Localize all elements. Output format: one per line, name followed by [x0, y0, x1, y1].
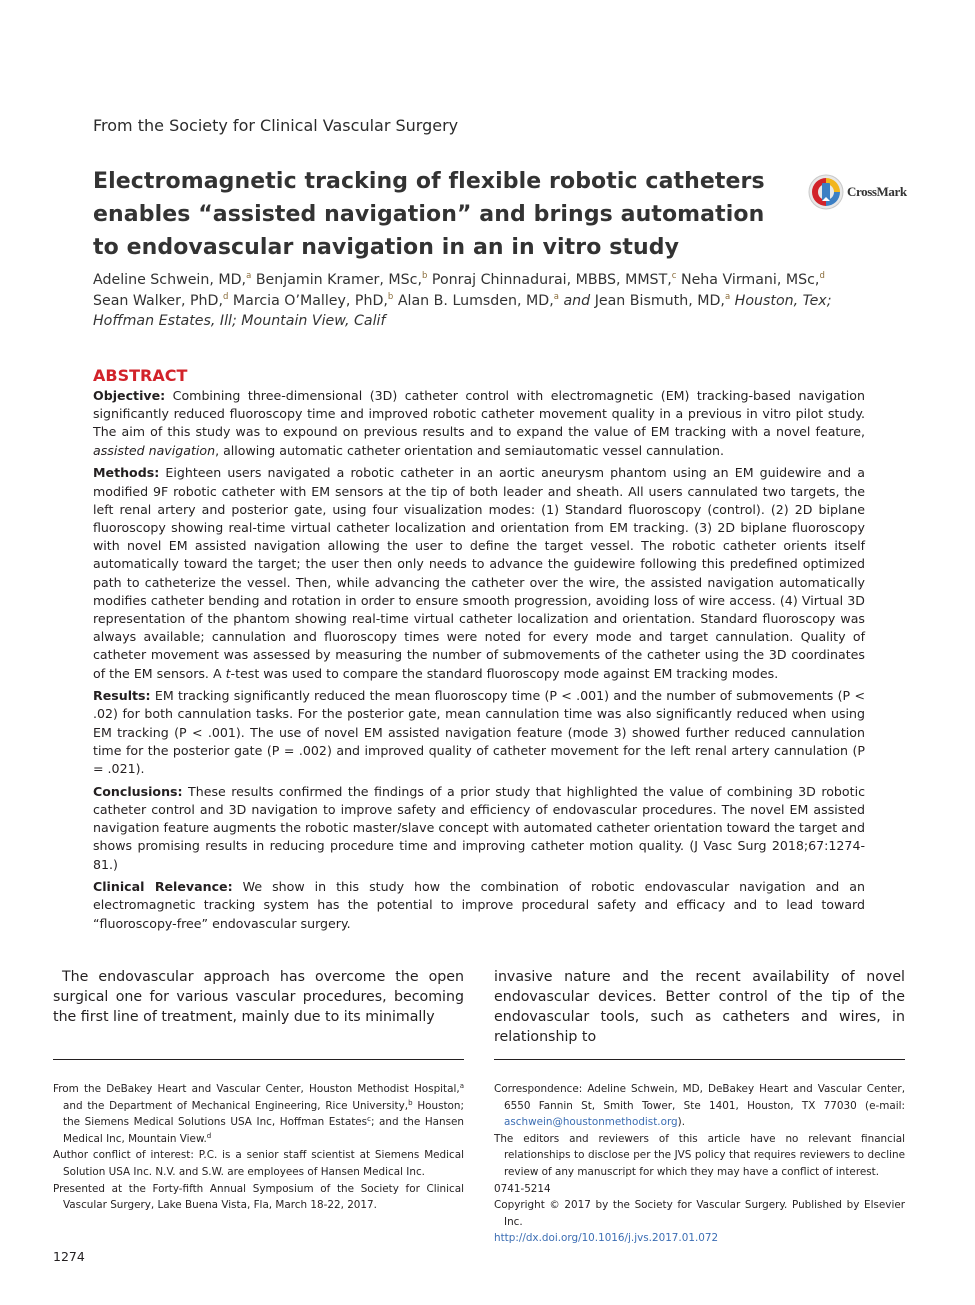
- author-name: Neha Virmani, MSc,: [680, 272, 820, 288]
- author-location: Hoffman Estates, Ill; Mountain View, Calif: [93, 313, 386, 329]
- correspondence-text: Correspondence: Adeline Schwein, MD, DeBakey Heart and Vascular Center, 6550 Fannin St, Smith Tower, Ste 1401, Houston, TX 77030 (e-mail:: [494, 1083, 905, 1112]
- article-title: Electromagnetic tracking of flexible robotic catheters enables “assisted navigation” and brings automation to endovascular navigation in an in vitro study: [93, 169, 765, 260]
- affiliation-mark: b: [408, 1098, 413, 1107]
- abstract-conclusions: [93, 783, 865, 874]
- affiliations-footnote: [53, 1081, 464, 1147]
- affiliation-mark: b: [387, 291, 394, 302]
- affiliation-mark: a: [724, 291, 731, 302]
- section-label: From the Society for Clinical Vascular Surgery: [93, 116, 459, 135]
- methods-text-end: -test was used to compare the standard fluoroscopy mode against EM tracking modes.: [230, 665, 779, 681]
- author-list: [93, 270, 868, 332]
- affiliation-text: From the DeBakey Heart and Vascular Center, Houston Methodist Hospital,: [53, 1083, 460, 1095]
- conclusions-text: These results confirmed the findings of a prior study that highlighted the value of combining 3D robotic catheter control and 3D navigation to improve safety and efficiency of endovascular procedures. The novel EM assisted navigation feature augments the robotic master/slave concept with automated catheter orientation toward the target and shows promising results in reducing procedure time and improving catheter motion quality. (J Vasc Surg 2018;67:1274-81.): [93, 783, 865, 872]
- affiliation-mark: a: [459, 1082, 464, 1090]
- crossmark-label: CrossMark: [847, 184, 907, 199]
- conflict-footnote: Author conflict of interest: P.C. is a senior staff scientist at Siemens Medical Solution USA Inc. N.V. and S.W. are employees of Hansen Medical Inc.: [53, 1149, 464, 1178]
- footnotes-left: [53, 1081, 464, 1214]
- conclusions-label: Conclusions:: [93, 783, 183, 799]
- affiliation-mark: c: [671, 271, 677, 281]
- author-name: Marcia O’Malley, PhD,: [232, 292, 388, 309]
- footnotes-right: [494, 1081, 905, 1247]
- disclosure-footnote: The editors and reviewers of this article have no relevant financial relationships to disclose per the JVS policy that requires reviewers to decline review of any manuscript for which they may have a conflict of interest.: [494, 1132, 905, 1178]
- abstract-objective: [93, 387, 865, 460]
- intro-paragraph: The endovascular approach has overcome the open surgical one for various vascular procedures, becoming the first line of treatment, mainly due to its minimally: [53, 969, 464, 1025]
- abstract-heading: ABSTRACT: [93, 366, 188, 385]
- author-name: Alan B. Lumsden, MD,: [397, 292, 554, 309]
- methods-text: Eighteen users navigated a robotic catheter in an aortic aneurysm phantom using an EM guidewire and a modified 9F robotic catheter with EM sensors at the tip of both leader and sheath. All users cannulated two targets, the left renal artery and posterior gate, using four visualization modes: (1) Standard fluoroscopy (control). (2) 2D biplane fluoroscopy showing real-time virtual catheter localization and orientation from EM tracking. (3) 2D biplane fluoroscopy with novel EM assisted navigation allowing the user to define the target vessel. The robotic catheter orients itself automatically toward the target; the user then only needs to advance the guidewire following this predefined optimized path to catheterize the vessel. Then, while advancing the catheter over the wire, the assisted navigation automatically modifies catheter bending and rotation in order to ensure smooth progression, avoiding loss of wire access. (4) Virtual 3D representation of the phantom showing real-time virtual catheter localization and orientation. Standard fluoroscopy was always available; cannulation and fluoroscopy times were noted for every mode and target cannulation. Quality of catheter movement was assessed by measuring the number of submovements of the catheter using the 3D coordinates of the EM sensors. A: [93, 465, 865, 681]
- affiliation-mark: c: [367, 1115, 371, 1124]
- crossmark-icon: [808, 174, 844, 210]
- correspondence-footnote: [494, 1081, 905, 1131]
- author-location: Houston, Tex;: [734, 292, 832, 309]
- affiliation-mark: d: [819, 271, 825, 281]
- results-text: EM tracking significantly reduced the mean fluoroscopy time (P < .001) and the number of submovements (P < .02) for both cannulation tasks. For the posterior gate, mean cannulation time was also significantly reduced when using EM tracking (P < .001). The use of novel EM assisted navigation feature (mode 3) showed further reduced cannulation time for the posterior gate (P = .002) and improved quality of catheter movement for the left renal artery cannulation (P = .021).: [93, 688, 865, 777]
- affiliation-mark: d: [222, 291, 229, 302]
- affiliation-text: Houston; the Siemens Medical Solutions USA Inc, Hoffman Estates: [63, 1099, 464, 1129]
- author-name: Jean Bismuth, MD,: [594, 292, 725, 309]
- affiliation-mark: a: [246, 271, 252, 281]
- issn: 0741-5214: [494, 1182, 551, 1195]
- abstract-clinical-relevance: [93, 878, 865, 933]
- affiliation-mark: d: [206, 1131, 212, 1140]
- affiliation-text: and the Department of Mechanical Engineering, Rice University,: [63, 1099, 409, 1112]
- abstract-results: [93, 687, 865, 778]
- doi-link[interactable]: http://dx.doi.org/10.1016/j.jvs.2017.01.072: [494, 1232, 719, 1245]
- presented-footnote: Presented at the Forty-fifth Annual Symposium of the Society for Clinical Vascular Surgery, Lake Buena Vista, Fla, March 18-22, 2017.: [53, 1182, 464, 1212]
- objective-italic-term: assisted navigation: [93, 442, 216, 458]
- results-label: Results:: [93, 688, 151, 704]
- footnote-divider-left: [53, 1059, 464, 1060]
- objective-label: Objective:: [93, 388, 166, 403]
- author-conjunction: and: [563, 292, 591, 309]
- relevance-text: We show in this study how the combination of robotic endovascular navigation and an electromagnetic tracking system has the potential to improve procedural safety and efficacy and to lead toward “fluoroscopy-free” endovascular surgery.: [93, 879, 865, 931]
- email-link[interactable]: aschwein@houstonmethodist.org: [504, 1116, 678, 1129]
- intro-column-right: [494, 967, 905, 1047]
- affiliation-text: ; and the Hansen Medical Inc, Mountain View.: [63, 1116, 465, 1145]
- copyright-notice: Copyright © 2017 by the Society for Vascular Surgery. Published by Elsevier Inc.: [494, 1199, 905, 1228]
- correspondence-text-end: ).: [677, 1116, 685, 1129]
- abstract-methods: [93, 464, 865, 682]
- author-name: Sean Walker, PhD,: [93, 292, 223, 309]
- methods-label: Methods:: [93, 465, 160, 481]
- page-number: 1274: [53, 1249, 85, 1264]
- affiliation-mark: b: [421, 271, 428, 281]
- crossmark-badge[interactable]: [808, 173, 913, 211]
- author-name: Benjamin Kramer, MSc,: [255, 272, 422, 288]
- objective-text-end: , allowing automatic catheter orientation and semiautomatic vessel cannulation.: [215, 442, 725, 458]
- objective-text: Combining three-dimensional (3D) catheter control with electromagnetic (EM) tracking-based navigation significantly reduced fluoroscopy time and improved robotic catheter movement quality in a previous in vitro pilot study. The aim of this study was to expound on previous results and to expand the value of EM tracking with a novel feature,: [93, 388, 865, 440]
- footnote-divider-right: [494, 1059, 905, 1060]
- author-line-1: [93, 270, 868, 291]
- relevance-label: Clinical Relevance:: [93, 879, 233, 895]
- abstract-body: [93, 387, 865, 937]
- author-line-2: [93, 291, 868, 312]
- author-name: Ponraj Chinnadurai, MBBS, MMST,: [431, 272, 672, 288]
- affiliation-mark: a: [553, 291, 559, 302]
- methods-italic-term: t: [225, 665, 231, 681]
- intro-column-left: [53, 967, 464, 1027]
- intro-paragraph: invasive nature and the recent availability of novel endovascular devices. Better control of the tip of the endovascular tools, such as catheters and wires, in relationship to: [494, 969, 905, 1045]
- author-name: Adeline Schwein, MD,: [93, 272, 247, 288]
